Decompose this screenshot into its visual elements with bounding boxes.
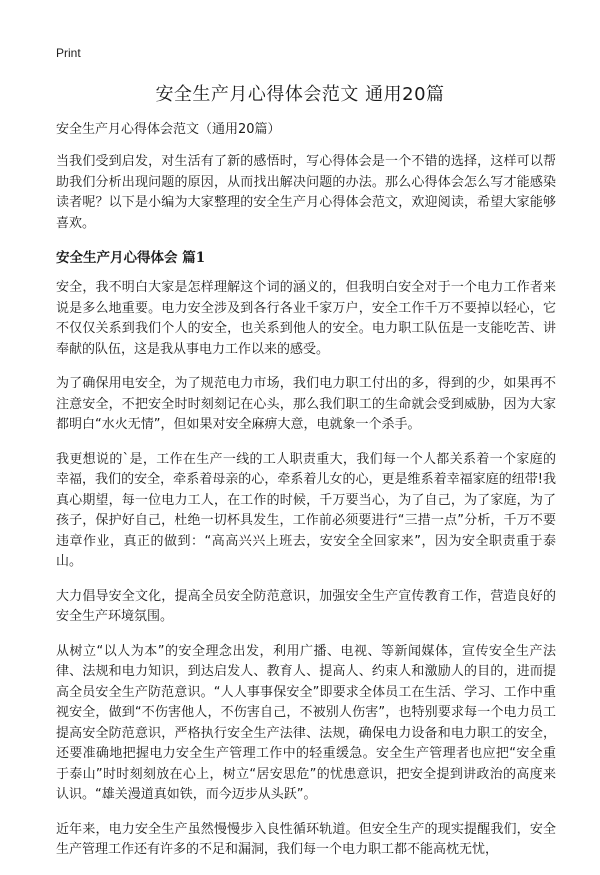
body-paragraph: 为了确保用电安全，为了规范电力市场，我们电力职工付出的多，得到的少，如果再不注意安全，不把安全时时刻刻记在心头，那么我们职工的生命就会受到威胁，因为大家都明白“水火无情”，但如果对安全麻痹大意，电就象一个杀手。 (56, 376, 556, 432)
document-title: 安全生产月心得体会范文 通用20篇 (155, 84, 445, 105)
body-paragraph: 从树立“以人为本”的安全理念出发，利用广播、电视、等新闻媒体，宣传安全生产法律、法规和电力知识，到达启发人、教育人、提高人、约束人和激励人的目的，进而提高全员安全生产防范意识。“人人事事保安全”即要求全体员工在生活、学习、工作中重视安全，做到“不伤害他人，不伤害自己，不被别人伤害”，也特别要求每一个电力员工提高安全防范意识，严格执行安全生产法律、法规，确保电力设备和电力职工的安全，还要准确地把握电力安全生产管理工作中的轻重缓急。安全生产管理者也应把“安全重于泰山”时时刻刻放在心上，树立“居安思危”的忧患意识，把安全提到讲政治的高度来认识。“雄关漫道真如铁，而今迈步从头跃”。 (56, 643, 556, 802)
body-paragraph: 大力倡导安全文化，提高全员安全防范意识，加强安全生产宣传教育工作，营造良好的安全生产环境氛围。 (56, 588, 556, 624)
document-subtitle: 安全生产月心得体会范文（通用20篇） (56, 122, 281, 137)
section-heading: 安全生产月心得体会 篇1 (56, 250, 206, 266)
intro-paragraph: 当我们受到启发，对生活有了新的感悟时，写心得体会是一个不错的选择，这样可以帮助我们分析出现问题的原因，从而找出解决问题的办法。那么心得体会怎么写才能感染读者呢？以下是小编为大家整理的安全生产月心得体会范文，欢迎阅读，希望大家能够喜欢。 (56, 154, 556, 231)
body-paragraph: 近年来，电力安全生产虽然慢慢步入良性循环轨道。但安全生产的现实提醒我们，安全生产管理工作还有许多的不足和漏洞，我们每一个电力职工都不能高枕无忧， (56, 821, 556, 857)
document-body (56, 120, 556, 875)
body-paragraph: 安全，我不明白大家是怎样理解这个词的涵义的，但我明白安全对于一个电力工作者来说是多么地重要。电力安全涉及到各行各业千家万户，安全工作千万不要掉以轻心，它不仅仅关系到我们个人的安全，也关系到他人的安全。电力职工队伍是一支能吃苦、讲奉献的队伍，这是我从事电力工作以来的感受。 (56, 280, 556, 357)
body-paragraph: 我更想说的`是，工作在生产一线的工人职责重大，我们每一个人都关系着一个家庭的幸福，我们的安全，牵系着母亲的心，牵系着儿女的心，更是维系着幸福家庭的纽带!我真心期望，每一位电力工人，在工作的时候，千万要当心，为了自己，为了家庭，为了孩子，保护好自己，杜绝一切杯具发生，工作前必须要进行“三措一点”分析，千万不要违章作业，真正的做到：“高高兴兴上班去，安安全全回家来”，因为安全职责重于泰山。 (56, 451, 556, 569)
print-link[interactable]: Print (56, 46, 81, 60)
